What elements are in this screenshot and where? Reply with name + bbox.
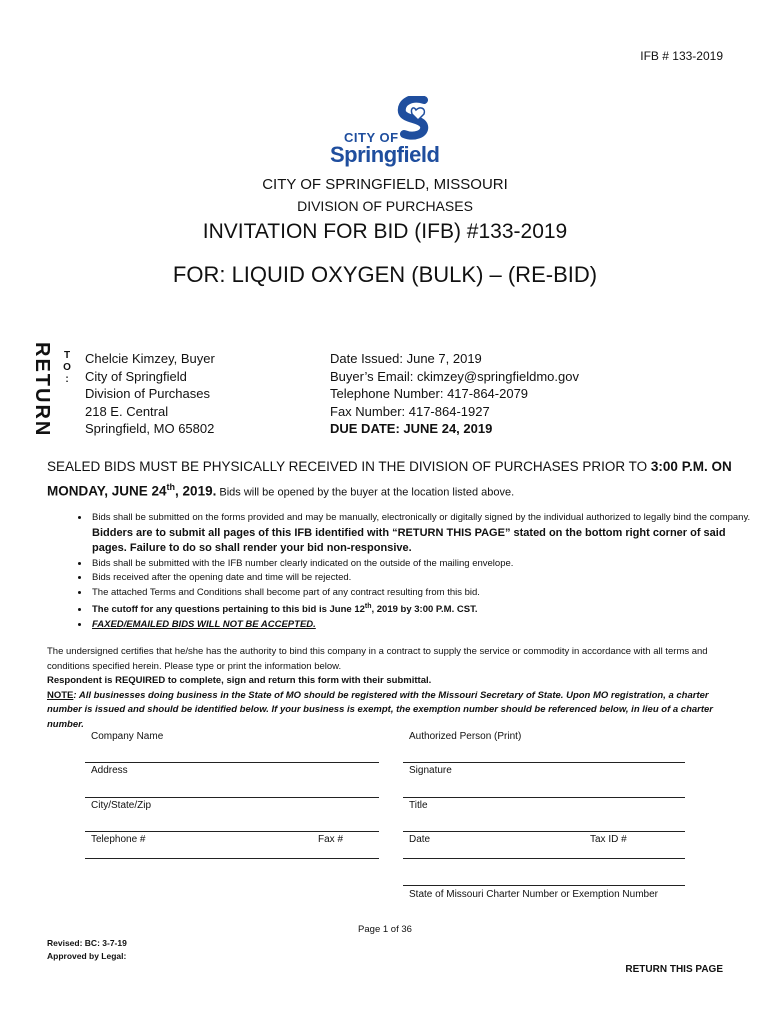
- return-this-page-label: RETURN THIS PAGE: [625, 964, 723, 975]
- sealed-day: MONDAY, JUNE 24: [47, 483, 167, 499]
- signature-label: Signature: [409, 765, 452, 776]
- address-line: Springfield, MO 65802: [85, 421, 215, 436]
- charter-number-label: State of Missouri Charter Number or Exemption Number: [409, 889, 658, 900]
- list-item: • Bids received after the opening date and time will be rejected.: [90, 571, 756, 586]
- invitation-heading: INVITATION FOR BID (IFB) #133-2019: [202, 220, 568, 243]
- page-number: Page 1 of 36: [358, 924, 412, 935]
- cert-required: Respondent is REQUIRED to complete, sign and return this form with their submittal.: [47, 675, 432, 686]
- sealed-time: 3:00 P.M. ON: [650, 459, 732, 474]
- date-label: Date: [409, 834, 431, 845]
- cert-paragraph: The undersigned certifies that he/she has the authority to bind this company in a contract to supply the service or commodity in accordance with all terms and conditions specified herein. Please type or print the information below.: [47, 646, 708, 672]
- company-name-label: Company Name: [91, 731, 164, 742]
- sealed-sup: th: [166, 482, 176, 492]
- certification-text: [47, 645, 717, 732]
- title-label: Title: [409, 800, 428, 811]
- bid-details: [330, 350, 579, 438]
- bullet-text: , 2019 by 3:00 P.M. CST.: [371, 604, 478, 616]
- approved-line: Approved by Legal:: [47, 951, 127, 961]
- bullet-text: The cutoff for any questions pertaining to this bid is June 12: [92, 604, 365, 616]
- fax-label: Fax #: [318, 834, 344, 845]
- address-line: Division of Purchases: [85, 386, 210, 401]
- to-letter: :: [65, 374, 69, 385]
- buyer-email: Buyer’s Email: ckimzey@springfieldmo.gov: [330, 368, 579, 384]
- springfield-s-icon: [394, 96, 436, 146]
- list-item: [90, 600, 756, 618]
- sealed-rest: Bids will be opened by the buyer at the location listed above.: [216, 486, 515, 499]
- division-heading: DIVISION OF PURCHASES: [297, 198, 473, 214]
- date-issued: Date Issued: June 7, 2019: [330, 351, 482, 366]
- revised-line: Revised: BC: 3-7-19: [47, 938, 127, 948]
- bullet-bold-text: Bidders are to submit all pages of this IFB identified with “RETURN THIS PAGE” stated on the bottom right corner of said pages. Failure to do so shall render your bid non-responsive.: [92, 526, 726, 554]
- bullet-sup: th: [364, 603, 372, 610]
- bid-subject-heading: FOR: LIQUID OXYGEN (BULK) – (RE-BID): [172, 262, 598, 287]
- city-logo: [330, 96, 442, 168]
- telephone-label: Telephone #: [91, 834, 146, 845]
- city-state-zip-field[interactable]: [85, 831, 379, 832]
- instructions-list: [62, 511, 756, 632]
- return-vertical-label: RETURN: [31, 342, 53, 438]
- sealed-bids-notice: [47, 456, 737, 504]
- authorized-person-label: Authorized Person (Print): [409, 731, 522, 742]
- revision-info: [47, 937, 127, 963]
- logo-city-of: CITY OF: [344, 130, 399, 145]
- logo-springfield: Springfield: [330, 142, 440, 167]
- authorized-person-field[interactable]: [403, 762, 685, 763]
- note-label: NOTE: [47, 689, 74, 701]
- tax-id-label: Tax ID #: [590, 834, 627, 845]
- buyer-address: [85, 350, 215, 438]
- due-date: DUE DATE: JUNE 24, 2019: [330, 421, 493, 436]
- address-field[interactable]: [85, 797, 379, 798]
- list-item: • The attached Terms and Conditions shall become part of any contract resulting from this bid.: [90, 586, 756, 601]
- city-state-zip-label: City/State/Zip: [91, 800, 152, 811]
- list-item: [90, 511, 756, 557]
- sealed-text: SEALED BIDS MUST BE PHYSICALLY RECEIVED IN THE DIVISION OF PURCHASES PRIOR TO: [47, 459, 651, 474]
- address-line: Chelcie Kimzey, Buyer: [85, 351, 215, 366]
- to-label: [62, 350, 72, 386]
- sealed-year: , 2019.: [175, 483, 217, 499]
- charter-number-field[interactable]: [403, 885, 685, 886]
- list-item: • FAXED/EMAILED BIDS WILL NOT BE ACCEPTED.: [90, 618, 756, 633]
- to-letter: T: [63, 350, 71, 361]
- title-field[interactable]: [403, 831, 685, 832]
- signature-field[interactable]: [403, 797, 685, 798]
- bullet-text: Bids shall be submitted on the forms provided and may be manually, electronically or digitally signed by the individual authorized to legally bind the company.: [92, 512, 751, 523]
- note-text: : All businesses doing business in the State of MO should be registered with the Missouri Secretary of State. Upon MO registration, a charter number is issued and should be identified below. If your business is exempt, the exemption number should be referenced below, in lieu of a charter number.: [47, 689, 714, 730]
- buyer-phone: Telephone Number: 417-864-2079: [330, 386, 529, 401]
- address-line: 218 E. Central: [85, 403, 169, 419]
- address-line: City of Springfield: [85, 368, 187, 384]
- address-label: Address: [91, 765, 128, 776]
- buyer-fax: Fax Number: 417-864-1927: [330, 403, 490, 419]
- to-letter: O: [63, 362, 71, 373]
- list-item: • Bids shall be submitted with the IFB number clearly indicated on the outside of the mailing envelope.: [90, 557, 756, 572]
- ifb-reference: IFB # 133-2019: [640, 49, 723, 63]
- date-tax-id-field[interactable]: [403, 858, 685, 859]
- city-heading: CITY OF SPRINGFIELD, MISSOURI: [262, 176, 508, 193]
- company-name-field[interactable]: [85, 762, 379, 763]
- telephone-fax-field[interactable]: [85, 858, 379, 859]
